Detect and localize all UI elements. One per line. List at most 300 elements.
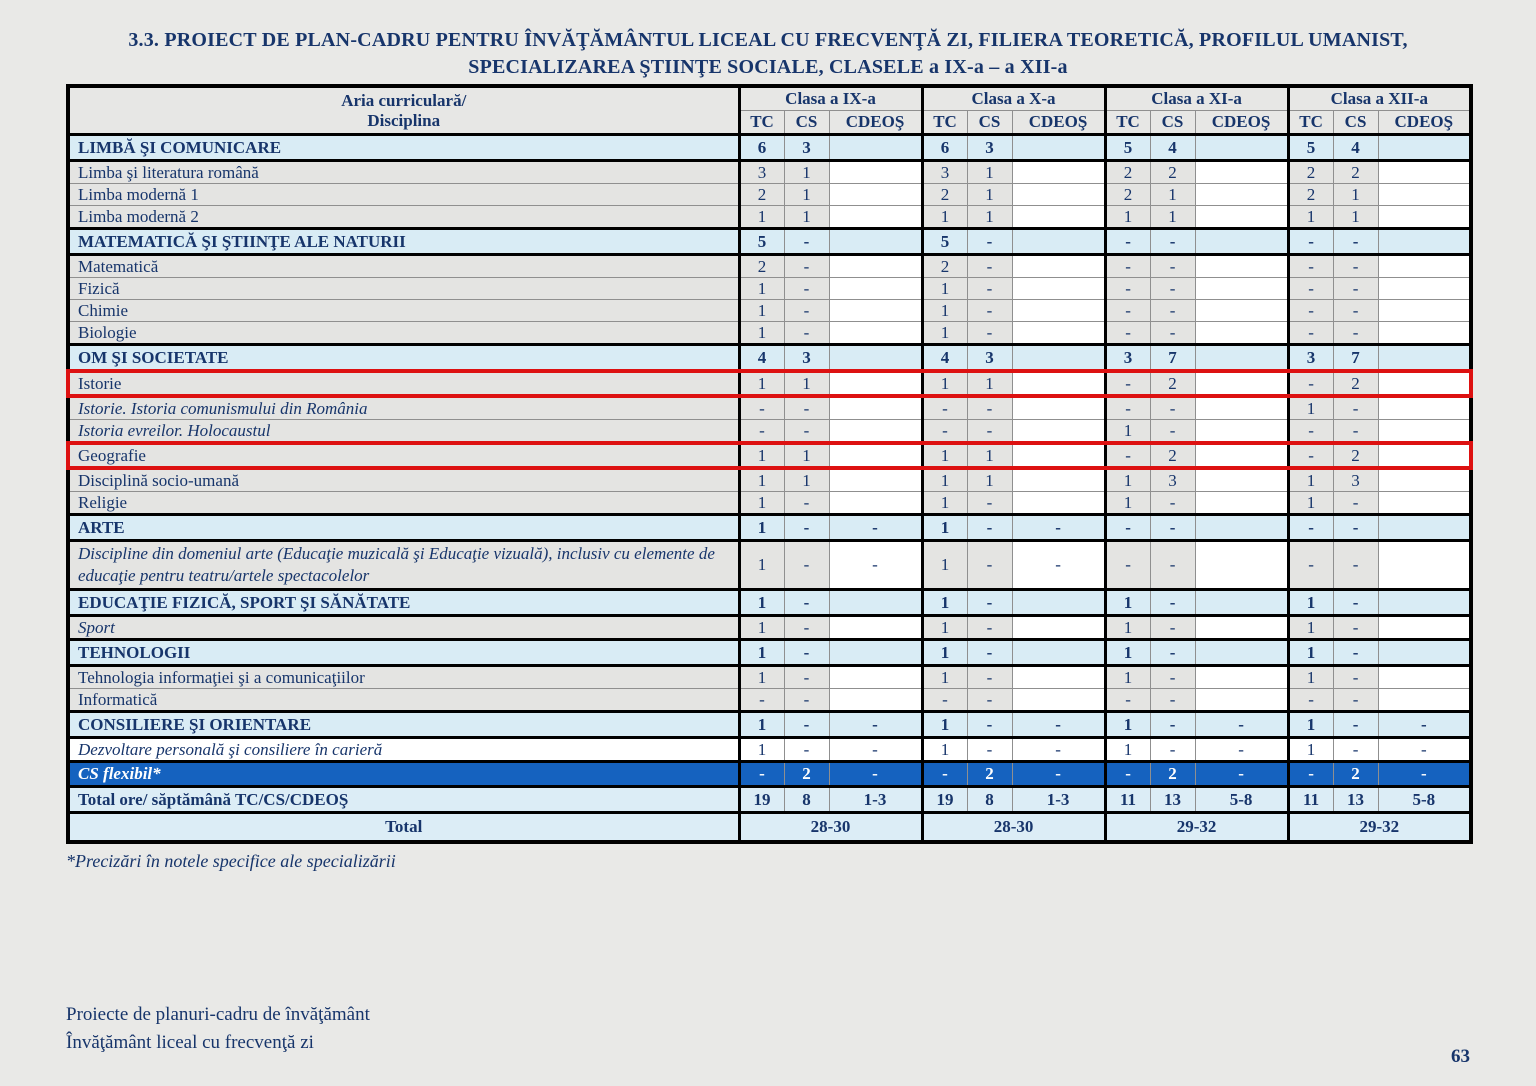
value-cell: 1 bbox=[1288, 616, 1333, 640]
row-label: Disciplină socio-umană bbox=[68, 468, 739, 492]
value-cell: 1 bbox=[967, 206, 1012, 229]
value-cell bbox=[1378, 541, 1471, 590]
value-cell: - bbox=[1288, 443, 1333, 468]
value-cell: - bbox=[1378, 762, 1471, 787]
value-cell bbox=[1012, 278, 1105, 300]
discipline-row bbox=[68, 689, 1471, 712]
value-cell: - bbox=[784, 590, 829, 616]
value-cell: - bbox=[1105, 541, 1150, 590]
value-cell: 19 bbox=[922, 787, 967, 813]
value-cell: - bbox=[784, 420, 829, 444]
value-cell: - bbox=[1150, 278, 1195, 300]
total-range-cell: 28-30 bbox=[922, 813, 1105, 843]
value-cell: - bbox=[967, 616, 1012, 640]
value-cell: 4 bbox=[922, 345, 967, 372]
value-cell: 1 bbox=[967, 443, 1012, 468]
value-cell: 1 bbox=[1105, 420, 1150, 444]
subcol-header-cdeos: CDEOŞ bbox=[829, 111, 922, 135]
value-cell bbox=[829, 255, 922, 278]
value-cell: 1 bbox=[922, 468, 967, 492]
value-cell: - bbox=[1150, 322, 1195, 345]
value-cell: 1 bbox=[922, 206, 967, 229]
value-cell: - bbox=[1105, 322, 1150, 345]
value-cell: 1 bbox=[739, 278, 784, 300]
value-cell bbox=[1012, 666, 1105, 689]
value-cell bbox=[829, 616, 922, 640]
value-cell bbox=[1012, 492, 1105, 515]
value-cell bbox=[829, 420, 922, 444]
value-cell bbox=[1195, 371, 1288, 396]
value-cell: - bbox=[784, 738, 829, 762]
value-cell bbox=[1012, 443, 1105, 468]
section-row bbox=[68, 515, 1471, 541]
value-cell: 1 bbox=[1105, 206, 1150, 229]
row-label: Matematică bbox=[68, 255, 739, 278]
row-label: OM ŞI SOCIETATE bbox=[68, 345, 739, 372]
row-label: Sport bbox=[68, 616, 739, 640]
value-cell: 1 bbox=[1150, 184, 1195, 206]
value-cell: 1 bbox=[922, 492, 967, 515]
value-cell bbox=[1195, 541, 1288, 590]
table-header bbox=[68, 86, 1471, 135]
value-cell bbox=[1012, 300, 1105, 322]
weekly-total-row bbox=[68, 787, 1471, 813]
value-cell: - bbox=[829, 738, 922, 762]
value-cell: - bbox=[739, 762, 784, 787]
row-label: Religie bbox=[68, 492, 739, 515]
value-cell: - bbox=[784, 689, 829, 712]
value-cell: - bbox=[1378, 738, 1471, 762]
value-cell: - bbox=[1333, 278, 1378, 300]
section-row bbox=[68, 135, 1471, 161]
value-cell: 1 bbox=[922, 322, 967, 345]
value-cell: 5 bbox=[922, 229, 967, 255]
value-cell: 1 bbox=[784, 184, 829, 206]
value-cell: 2 bbox=[1288, 161, 1333, 184]
class-header-row bbox=[68, 86, 1471, 111]
value-cell bbox=[1378, 515, 1471, 541]
value-cell: 2 bbox=[1150, 161, 1195, 184]
discipline-row bbox=[68, 371, 1471, 396]
corner-header bbox=[68, 86, 739, 135]
value-cell: 1 bbox=[784, 468, 829, 492]
value-cell: 1 bbox=[1288, 738, 1333, 762]
value-cell: 1 bbox=[739, 300, 784, 322]
value-cell: 1 bbox=[739, 492, 784, 515]
value-cell bbox=[1012, 345, 1105, 372]
value-cell: 8 bbox=[784, 787, 829, 813]
value-cell: 8 bbox=[967, 787, 1012, 813]
value-cell: 1 bbox=[1288, 640, 1333, 666]
value-cell: 1 bbox=[739, 322, 784, 345]
value-cell: 1 bbox=[967, 468, 1012, 492]
value-cell: 2 bbox=[1150, 762, 1195, 787]
value-cell bbox=[829, 640, 922, 666]
value-cell: 1 bbox=[784, 161, 829, 184]
value-cell: - bbox=[1105, 229, 1150, 255]
value-cell: - bbox=[1105, 515, 1150, 541]
value-cell: 6 bbox=[739, 135, 784, 161]
value-cell: - bbox=[1105, 762, 1150, 787]
value-cell bbox=[829, 345, 922, 372]
discipline-row bbox=[68, 300, 1471, 322]
value-cell: 3 bbox=[739, 161, 784, 184]
value-cell bbox=[1012, 135, 1105, 161]
subcol-header-cs: CS bbox=[1333, 111, 1378, 135]
value-cell: 1 bbox=[922, 712, 967, 738]
value-cell: - bbox=[1150, 590, 1195, 616]
value-cell: 3 bbox=[784, 135, 829, 161]
value-cell: 1 bbox=[739, 640, 784, 666]
value-cell: 1 bbox=[1288, 206, 1333, 229]
row-label: LIMBĂ ŞI COMUNICARE bbox=[68, 135, 739, 161]
value-cell: 1 bbox=[1105, 712, 1150, 738]
value-cell bbox=[1378, 666, 1471, 689]
value-cell: 1 bbox=[1105, 666, 1150, 689]
value-cell: - bbox=[1333, 640, 1378, 666]
value-cell bbox=[1378, 345, 1471, 372]
discipline-row bbox=[68, 492, 1471, 515]
value-cell: 3 bbox=[1288, 345, 1333, 372]
value-cell: - bbox=[1333, 666, 1378, 689]
value-cell bbox=[1012, 229, 1105, 255]
value-cell: - bbox=[967, 712, 1012, 738]
value-cell: - bbox=[1150, 420, 1195, 444]
discipline-row bbox=[68, 541, 1471, 590]
value-cell: 1 bbox=[1333, 184, 1378, 206]
value-cell: - bbox=[1195, 738, 1288, 762]
value-cell: 1-3 bbox=[1012, 787, 1105, 813]
value-cell: 4 bbox=[1150, 135, 1195, 161]
value-cell bbox=[1378, 371, 1471, 396]
value-cell: - bbox=[1288, 300, 1333, 322]
value-cell: - bbox=[829, 712, 922, 738]
value-cell: 3 bbox=[967, 135, 1012, 161]
cs-flexibil-row bbox=[68, 762, 1471, 787]
value-cell: - bbox=[1105, 300, 1150, 322]
value-cell: - bbox=[1333, 492, 1378, 515]
value-cell bbox=[1195, 640, 1288, 666]
value-cell: - bbox=[1288, 515, 1333, 541]
value-cell: 1 bbox=[922, 541, 967, 590]
value-cell bbox=[1378, 689, 1471, 712]
value-cell bbox=[1378, 278, 1471, 300]
value-cell: 1 bbox=[922, 640, 967, 666]
value-cell bbox=[1012, 206, 1105, 229]
value-cell: 1 bbox=[739, 712, 784, 738]
value-cell bbox=[1378, 255, 1471, 278]
value-cell: 1 bbox=[1288, 492, 1333, 515]
value-cell bbox=[1195, 322, 1288, 345]
value-cell: 2 bbox=[1333, 443, 1378, 468]
value-cell: 2 bbox=[1288, 184, 1333, 206]
value-cell: - bbox=[922, 689, 967, 712]
value-cell: - bbox=[1150, 738, 1195, 762]
value-cell: 1 bbox=[967, 161, 1012, 184]
value-cell: - bbox=[1333, 420, 1378, 444]
value-cell bbox=[1378, 396, 1471, 420]
value-cell bbox=[1378, 300, 1471, 322]
value-cell bbox=[829, 443, 922, 468]
value-cell bbox=[1195, 492, 1288, 515]
value-cell: - bbox=[1288, 371, 1333, 396]
group-header-class-10: Clasa a X-a bbox=[922, 86, 1105, 111]
row-label: Limba modernă 2 bbox=[68, 206, 739, 229]
value-cell: - bbox=[829, 762, 922, 787]
value-cell: 1 bbox=[739, 515, 784, 541]
value-cell: 1 bbox=[739, 616, 784, 640]
curriculum-plan-table bbox=[66, 84, 1473, 844]
table-body bbox=[68, 135, 1471, 843]
value-cell: 19 bbox=[739, 787, 784, 813]
value-cell: 1 bbox=[922, 443, 967, 468]
value-cell: 2 bbox=[739, 184, 784, 206]
row-label: Tehnologia informaţiei şi a comunicaţiilor bbox=[68, 666, 739, 689]
value-cell bbox=[829, 229, 922, 255]
value-cell: 3 bbox=[922, 161, 967, 184]
value-cell: 7 bbox=[1150, 345, 1195, 372]
discipline-row bbox=[68, 443, 1471, 468]
footer-line1: Proiecte de planuri-cadru de învăţământ bbox=[66, 1004, 370, 1025]
value-cell bbox=[1378, 206, 1471, 229]
value-cell: 1 bbox=[1105, 492, 1150, 515]
value-cell bbox=[1012, 468, 1105, 492]
value-cell: - bbox=[1288, 229, 1333, 255]
value-cell bbox=[1378, 135, 1471, 161]
subcol-header-cdeos: CDEOŞ bbox=[1378, 111, 1471, 135]
row-label: TEHNOLOGII bbox=[68, 640, 739, 666]
value-cell: 2 bbox=[1105, 184, 1150, 206]
value-cell: 1 bbox=[739, 206, 784, 229]
value-cell: - bbox=[922, 762, 967, 787]
value-cell: 2 bbox=[967, 762, 1012, 787]
value-cell: - bbox=[1150, 666, 1195, 689]
value-cell: 6 bbox=[922, 135, 967, 161]
value-cell: - bbox=[967, 229, 1012, 255]
discipline-row bbox=[68, 322, 1471, 345]
value-cell: - bbox=[1012, 738, 1105, 762]
value-cell: - bbox=[1333, 590, 1378, 616]
value-cell bbox=[829, 278, 922, 300]
page-title-line2: SPECIALIZAREA ŞTIINŢE SOCIALE, CLASELE a IX-a – a XII-a bbox=[468, 56, 1068, 78]
value-cell bbox=[829, 468, 922, 492]
value-cell: - bbox=[1105, 689, 1150, 712]
group-header-class-11: Clasa a XI-a bbox=[1105, 86, 1288, 111]
discipline-row bbox=[68, 616, 1471, 640]
value-cell: - bbox=[784, 322, 829, 345]
total-range-cell: 28-30 bbox=[739, 813, 922, 843]
total-range-cell: 29-32 bbox=[1288, 813, 1471, 843]
value-cell: 1 bbox=[1105, 616, 1150, 640]
value-cell bbox=[1195, 300, 1288, 322]
value-cell: - bbox=[1150, 616, 1195, 640]
subcol-header-cs: CS bbox=[1150, 111, 1195, 135]
value-cell: - bbox=[1333, 322, 1378, 345]
row-label: CS flexibil* bbox=[68, 762, 739, 787]
value-cell: - bbox=[1150, 712, 1195, 738]
value-cell: 1 bbox=[922, 590, 967, 616]
value-cell: - bbox=[922, 396, 967, 420]
value-cell bbox=[1195, 206, 1288, 229]
value-cell bbox=[1195, 345, 1288, 372]
value-cell bbox=[1378, 322, 1471, 345]
value-cell: 11 bbox=[1288, 787, 1333, 813]
discipline-row bbox=[68, 420, 1471, 444]
value-cell bbox=[1378, 420, 1471, 444]
subcol-header-cdeos: CDEOŞ bbox=[1012, 111, 1105, 135]
value-cell: 1 bbox=[739, 738, 784, 762]
value-cell: - bbox=[967, 590, 1012, 616]
footnote: *Precizări în notele specifice ale specializării bbox=[66, 851, 396, 871]
value-cell: 1 bbox=[967, 371, 1012, 396]
value-cell: 2 bbox=[922, 255, 967, 278]
value-cell: - bbox=[1288, 278, 1333, 300]
section-row bbox=[68, 590, 1471, 616]
value-cell: 2 bbox=[1150, 443, 1195, 468]
value-cell: - bbox=[1012, 515, 1105, 541]
row-label: ARTE bbox=[68, 515, 739, 541]
value-cell: - bbox=[1150, 229, 1195, 255]
value-cell: - bbox=[1288, 420, 1333, 444]
value-cell: 11 bbox=[1105, 787, 1150, 813]
discipline-row bbox=[68, 184, 1471, 206]
value-cell: - bbox=[967, 666, 1012, 689]
page-footer bbox=[66, 1001, 370, 1057]
value-cell: - bbox=[967, 300, 1012, 322]
section-row bbox=[68, 345, 1471, 372]
value-cell: - bbox=[784, 300, 829, 322]
discipline-row bbox=[68, 738, 1471, 762]
value-cell: 3 bbox=[967, 345, 1012, 372]
value-cell: - bbox=[784, 492, 829, 515]
value-cell: 1 bbox=[922, 738, 967, 762]
value-cell: 5 bbox=[1105, 135, 1150, 161]
corner-header-line2: Disciplina bbox=[367, 110, 441, 130]
section-row bbox=[68, 712, 1471, 738]
value-cell: - bbox=[1288, 689, 1333, 712]
value-cell: 1 bbox=[922, 300, 967, 322]
value-cell bbox=[1012, 640, 1105, 666]
value-cell: - bbox=[1195, 712, 1288, 738]
value-cell: 1 bbox=[739, 541, 784, 590]
value-cell bbox=[1195, 278, 1288, 300]
value-cell bbox=[829, 135, 922, 161]
value-cell: 3 bbox=[1105, 345, 1150, 372]
value-cell: - bbox=[1150, 541, 1195, 590]
subcol-header-cdeos: CDEOŞ bbox=[1195, 111, 1288, 135]
value-cell: 3 bbox=[784, 345, 829, 372]
value-cell bbox=[1378, 468, 1471, 492]
value-cell bbox=[1195, 515, 1288, 541]
value-cell: 3 bbox=[1333, 468, 1378, 492]
discipline-row bbox=[68, 206, 1471, 229]
value-cell: - bbox=[1105, 396, 1150, 420]
value-cell: - bbox=[1150, 492, 1195, 515]
value-cell: - bbox=[967, 396, 1012, 420]
value-cell bbox=[829, 666, 922, 689]
value-cell: 3 bbox=[1150, 468, 1195, 492]
value-cell: - bbox=[1150, 640, 1195, 666]
value-cell: 1 bbox=[1333, 206, 1378, 229]
value-cell: - bbox=[967, 492, 1012, 515]
value-cell bbox=[1195, 229, 1288, 255]
value-cell bbox=[1378, 640, 1471, 666]
value-cell: - bbox=[784, 616, 829, 640]
value-cell: - bbox=[1105, 371, 1150, 396]
subcol-header-cs: CS bbox=[784, 111, 829, 135]
value-cell: - bbox=[829, 515, 922, 541]
value-cell: 1 bbox=[784, 371, 829, 396]
value-cell: 5-8 bbox=[1378, 787, 1471, 813]
value-cell: 2 bbox=[1333, 762, 1378, 787]
value-cell bbox=[1378, 184, 1471, 206]
value-cell bbox=[1012, 420, 1105, 444]
value-cell bbox=[1195, 255, 1288, 278]
row-label: Geografie bbox=[68, 443, 739, 468]
value-cell: 2 bbox=[1333, 161, 1378, 184]
value-cell bbox=[1012, 322, 1105, 345]
value-cell: - bbox=[1012, 541, 1105, 590]
value-cell: 1 bbox=[739, 443, 784, 468]
value-cell: 13 bbox=[1333, 787, 1378, 813]
value-cell: - bbox=[1333, 515, 1378, 541]
value-cell: - bbox=[739, 689, 784, 712]
value-cell: 2 bbox=[1150, 371, 1195, 396]
value-cell: 1 bbox=[739, 590, 784, 616]
value-cell: - bbox=[967, 738, 1012, 762]
value-cell bbox=[1012, 184, 1105, 206]
value-cell: 1 bbox=[1105, 590, 1150, 616]
value-cell: - bbox=[784, 396, 829, 420]
value-cell: - bbox=[1333, 616, 1378, 640]
value-cell: - bbox=[784, 541, 829, 590]
value-cell: - bbox=[967, 420, 1012, 444]
row-label: Limba şi literatura română bbox=[68, 161, 739, 184]
corner-header-line1: Aria curriculară/ bbox=[341, 90, 467, 110]
value-cell: 2 bbox=[922, 184, 967, 206]
row-label: Chimie bbox=[68, 300, 739, 322]
value-cell: - bbox=[784, 666, 829, 689]
discipline-row bbox=[68, 396, 1471, 420]
row-label: Istoria evreilor. Holocaustul bbox=[68, 420, 739, 444]
value-cell: - bbox=[967, 255, 1012, 278]
discipline-row bbox=[68, 468, 1471, 492]
page-title-line1: 3.3. PROIECT DE PLAN-CADRU PENTRU ÎNVĂŢĂMÂNTUL LICEAL CU FRECVENŢĂ ZI, FILIERA TEORETICĂ, PROFILUL UMANIST, bbox=[128, 29, 1408, 51]
value-cell: - bbox=[1195, 762, 1288, 787]
value-cell bbox=[1195, 666, 1288, 689]
value-cell bbox=[829, 590, 922, 616]
value-cell: 1 bbox=[739, 468, 784, 492]
value-cell: 1 bbox=[784, 206, 829, 229]
value-cell: - bbox=[784, 278, 829, 300]
value-cell: - bbox=[967, 541, 1012, 590]
row-label: Dezvoltare personală şi consiliere în carieră bbox=[68, 738, 739, 762]
value-cell bbox=[1378, 161, 1471, 184]
value-cell: 1 bbox=[1288, 396, 1333, 420]
value-cell bbox=[829, 371, 922, 396]
value-cell: 2 bbox=[1333, 371, 1378, 396]
value-cell bbox=[1378, 443, 1471, 468]
subcol-header-tc: TC bbox=[739, 111, 784, 135]
value-cell bbox=[1195, 590, 1288, 616]
value-cell bbox=[829, 396, 922, 420]
value-cell: 2 bbox=[784, 762, 829, 787]
value-cell: - bbox=[784, 712, 829, 738]
row-label: Biologie bbox=[68, 322, 739, 345]
value-cell: 1 bbox=[1150, 206, 1195, 229]
value-cell bbox=[1195, 468, 1288, 492]
section-row bbox=[68, 640, 1471, 666]
